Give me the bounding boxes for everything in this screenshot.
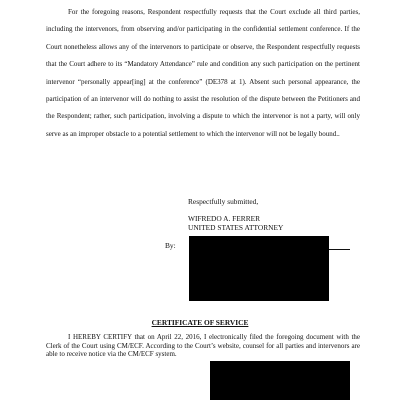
certificate-text: I HEREBY CERTIFY that on April 22, 2016, I electronically filed the foregoing document with the Clerk of the Court using CM/ECF. According to the Court’s website, counsel for all parties and intervenors are able to receive notice via the CM/ECF system.	[46, 333, 360, 359]
signature-office: UNITED STATES ATTORNEY	[188, 223, 284, 232]
by-label: By:	[165, 241, 176, 250]
certificate-signature-redaction	[210, 361, 350, 400]
signature-closing: Respectfully submitted,	[188, 197, 259, 206]
signature-name: WIFREDO A. FERRER	[188, 214, 261, 223]
certificate-heading: CERTIFICATE OF SERVICE	[151, 318, 249, 327]
signature-redaction	[189, 236, 329, 301]
body-paragraph: For the foregoing reasons, Respondent respectfully requests that the Court exclude all third parties, including the intervenors, from observing and/or participating in the confidential settlement conference. If the Court nonetheless allows any of the intervenors to participate or observe, the Respondent respectfully requests that the Court adhere to its “Mandatory Attendance” rule and condition any such participation on the pertinent intervenor “personally appear[ing] at the conference” (DE378 at 1). Absent such personal appearance, the participation of an intervenor will do nothing to assist the resolution of the dispute between the Petitioners and the Respondent; rather, such participation, involving a dispute to which the intervenor is not a party, will only serve as an improper obstacle to a potential settlement to which the intervenor will not be legally bound..	[46, 8, 360, 138]
